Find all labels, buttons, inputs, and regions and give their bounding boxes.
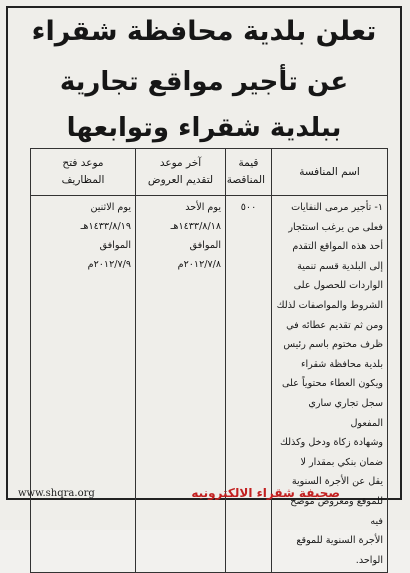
cell-tender-value: ٥٠٠ — [226, 196, 272, 573]
tender-table — [30, 148, 388, 573]
header-tender-value: قيمة المناقصة — [226, 149, 272, 196]
table-row — [31, 196, 388, 573]
cell-envelope-opening-date: يوم الاثنين ١٤٣٣/٨/١٩هـ الموافق ٢٠١٢/٧/٩م — [31, 196, 136, 573]
footer-credit — [6, 486, 404, 508]
table-header-row — [31, 149, 388, 196]
headline-subject: عن تأجير مواقع تجارية — [59, 67, 349, 97]
header-competition-name: اسم المنافسة — [272, 149, 388, 196]
newspaper-name: صحيفة شقراء الالكترونيه — [191, 486, 340, 500]
cell-last-submission-date: يوم الأحد ١٤٣٣/٨/١٨هـ الموافق ٢٠١٢/٧/٨م — [136, 196, 226, 573]
headline-municipality: تعلن بلدية محافظة شقراء — [31, 16, 377, 47]
header-last-submission-date: آخر موعد لتقديم العروض — [136, 149, 226, 196]
headline-location: ببلدية شقراء وتوابعها — [66, 113, 342, 143]
header-envelope-opening-date: موعد فتح المظاريف — [31, 149, 136, 196]
cell-competition-description: ١- تأجير مرمى النفايات فعلى من يرغب استئجار أحد هذه المواقع التقدم إلى البلدية قسم تنمية الواردات للحصول على الشروط والمواصفات لذلك ومن ثم تقديم عطائه في ظرف مختوم باسم رئيس بلدية محافظة شقراء ويكون العطاء محتوياً على سجل تجاري ساري المفعول وشهادة زكاة ودخل وكذلك ضمان بنكي بمقدار لا يقل عن الأجرة السنوية للموقع ومعروض موضح فيه الأجرة السنوية للموقع الواحد. — [272, 196, 388, 573]
website-url[interactable]: www.shqra.org — [18, 488, 95, 499]
